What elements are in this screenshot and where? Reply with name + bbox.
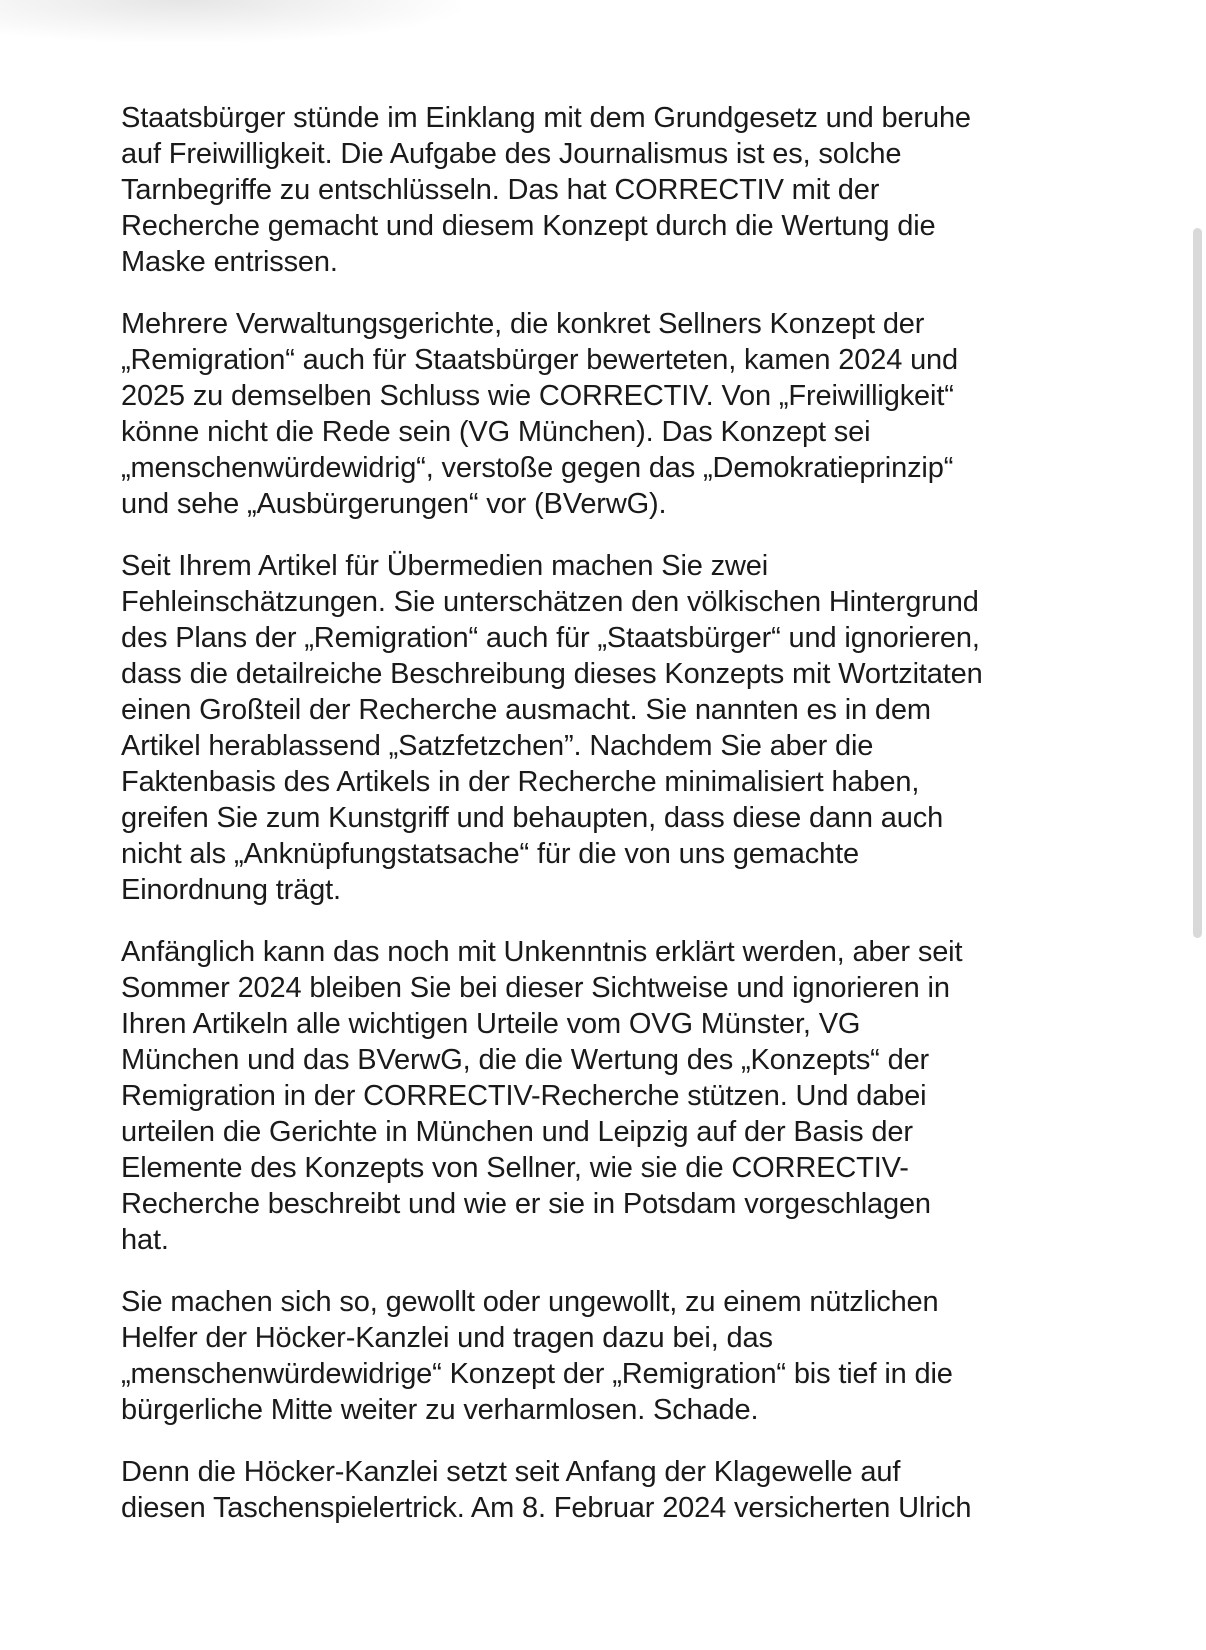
article-body	[121, 100, 1121, 1552]
article-paragraph-5: Sie machen sich so, gewollt oder ungewollt, zu einem nützlichen Helfer der Höcker-Kanzlei und tragen dazu bei, das „menschenwürdewidrige“ Konzept der „Remigration“ bis tief in die bürgerliche Mitte weiter zu verharmlosen. Schade.	[121, 1286, 953, 1426]
article-paragraph-3: Seit Ihrem Artikel für Übermedien machen Sie zwei Fehleinschätzungen. Sie unterschätzen den völkischen Hintergrund des Plans der „Remigration“ auch für „Staatsbürger“ und ignorieren, dass die detailreiche Beschreibung dieses Konzepts mit Wortzitaten einen Großteil der Recherche ausmacht. Sie nannten es in dem Artikel herablassend „Satzfetzchen”. Nachdem Sie aber die Faktenbasis des Artikels in der Recherche minimalisiert haben, greifen Sie zum Kunstgriff und behaupten, dass diese dann auch nicht als „Anknüpfungstatsache“ für die von uns gemachte Einordnung trägt.	[121, 550, 983, 906]
top-edge-shadow	[0, 0, 460, 42]
article-paragraph-2: Mehrere Verwaltungsgerichte, die konkret Sellners Konzept der „Remigration“ auch für Staatsbürger bewerteten, kamen 2024 und 2025 zu demselben Schluss wie CORRECTIV. Von „Freiwilligkeit“ könne nicht die Rede sein (VG München). Das Konzept sei „menschenwürdewidrig“, verstoße gegen das „Demokratieprinzip“ und sehe „Ausbürgerungen“ vor (BVerwG).	[121, 308, 959, 520]
scrollbar-thumb[interactable]	[1193, 228, 1202, 938]
article-paragraph-4: Anfänglich kann das noch mit Unkenntnis erklärt werden, aber seit Sommer 2024 bleiben Sie bei dieser Sichtweise und ignorieren in Ihren Artikeln alle wichtigen Urteile vom OVG Münster, VG München und das BVerwG, die die Wertung des „Konzepts“ der Remigration in der CORRECTIV-Recherche stützen. Und dabei urteilen die Gerichte in München und Leipzig auf der Basis der Elemente des Konzepts von Sellner, wie sie die CORRECTIV- Recherche beschreibt und wie er sie in Potsdam vorgeschlagen hat.	[121, 936, 963, 1256]
article-paragraph-6: Denn die Höcker-Kanzlei setzt seit Anfang der Klagewelle auf diesen Taschenspielertrick. Am 8. Februar 2024 versicherten Ulrich	[121, 1456, 972, 1524]
article-paragraph-1: Staatsbürger stünde im Einklang mit dem Grundgesetz und beruhe auf Freiwilligkeit. Die Aufgabe des Journalismus ist es, solche Tarnbegriffe zu entschlüsseln. Das hat CORRECTIV mit der Recherche gemacht und diesem Konzept durch die Wertung die Maske entrissen.	[121, 102, 971, 278]
